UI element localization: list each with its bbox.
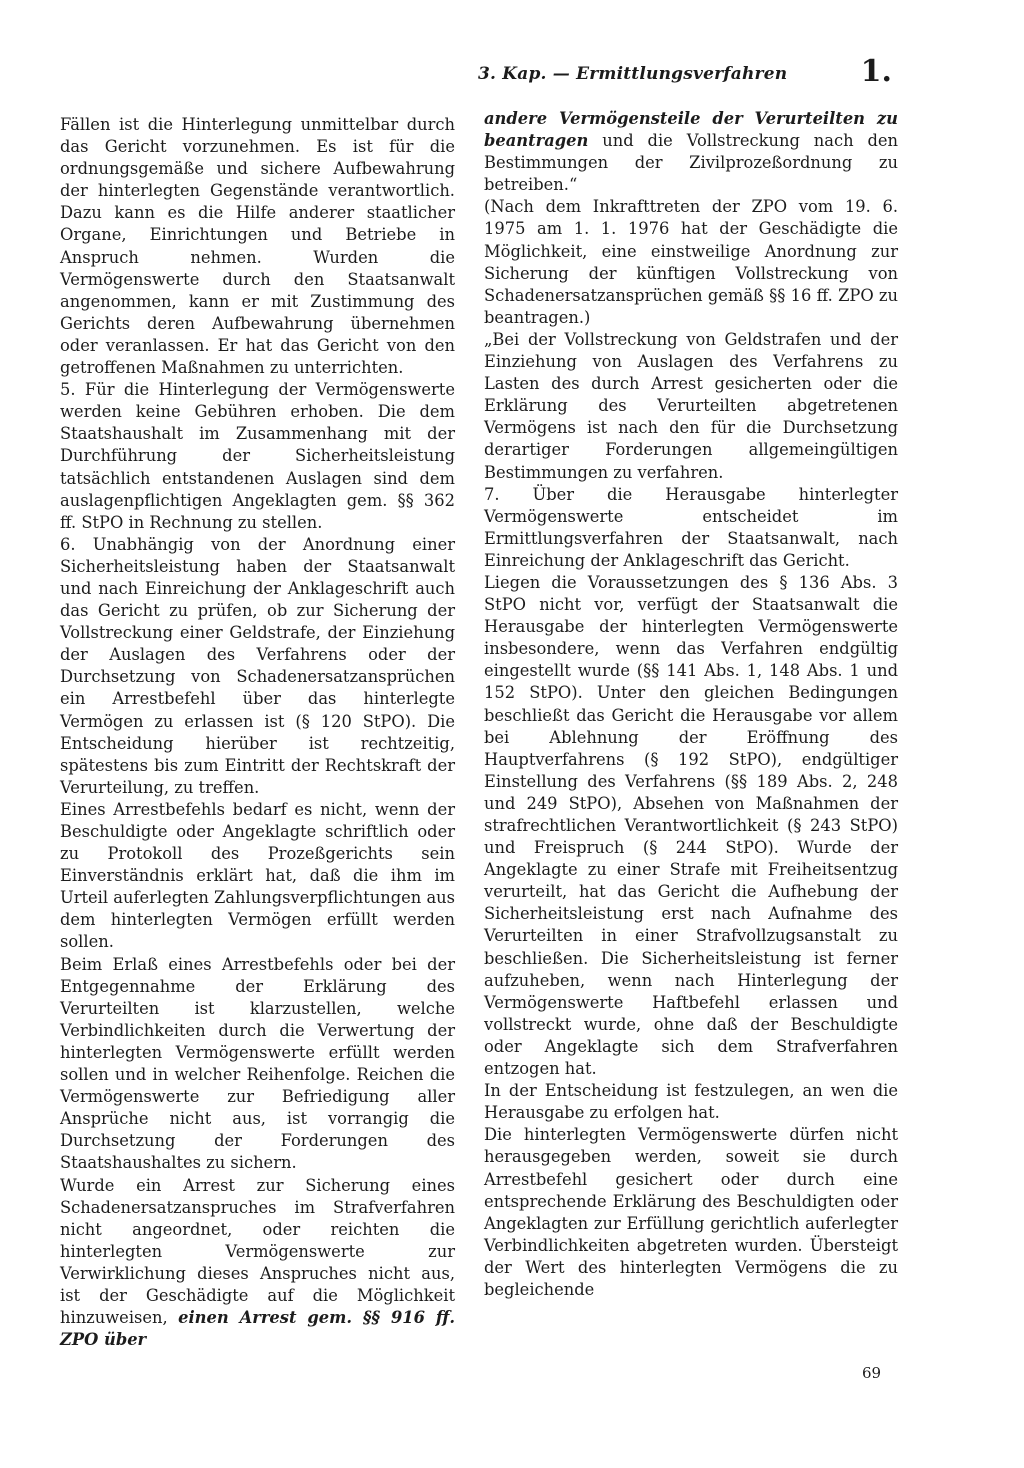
right-column (484, 108, 898, 1301)
paragraph: Fällen ist die Hinterlegung unmittelbar durch das Gericht vorzunehmen. Es ist für die ordnungsgemäße und sichere Aufbewahrung der hinterlegten Gegenstände verantwortlich. Dazu kann es die Hilfe anderer staatlicher Organe, Einrichtungen und Betriebe in Anspruch nehmen. Wurden die Vermögenswerte durch den Staatsanwalt angenommen, kann er mit Zustimmung des Gerichts deren Aufbewahrung übernehmen oder veranlassen. Er hat das Gericht von den getroffenen Maßnahmen zu unterrichten. (60, 115, 455, 378)
chapter-number: 1. (860, 54, 892, 89)
italic-text: andere Vermögensteile der Verurteilten zu beantragen (484, 109, 898, 151)
paragraph (484, 108, 898, 196)
paragraph: 6. Unabhängig von der Anordnung einer Sicherheitsleistung haben der Staatsanwalt und nach Einreichung der Anklageschrift auch das Gericht zu prüfen, ob zur Sicherung der Vollstreckung einer Geldstrafe, der Einziehung der Auslagen des Verfahrens oder der Durchsetzung von Schadenersatzansprüchen ein Arrestbefehl über das hinterlegte Vermögen zu erlassen ist (§ 120 StPO). Die Entscheidung hierüber ist rechtzeitig, spätestens bis zum Eintritt der Rechtskraft der Verurteilung, zu treffen. (60, 534, 455, 797)
paragraph: Liegen die Voraussetzungen des § 136 Abs. 3 StPO nicht vor, verfügt der Staatsanwalt die Herausgabe der hinterlegten Vermögenswerte insbesondere, wenn das Verfahren endgültig eingestellt wurde (§§ 141 Abs. 1, 148 Abs. 1 und 152 StPO). Unter den gleichen Bedingungen beschließt das Gericht die Herausgabe vor allem bei Ablehnung der Eröffnung des Hauptverfahrens (§ 192 StPO), endgültiger Einstellung des Verfahrens (§§ 189 Abs. 2, 248 und 249 StPO), Absehen von Maßnahmen der strafrechtlichen Verantwortlichkeit (§ 243 StPO) und Freispruch (§ 244 StPO). Wurde der Angeklagte zu einer Strafe mit Freiheitsentzug verurteilt, hat das Gericht die Aufhebung der Sicherheitsleistung erst nach Aufnahme des Verurteilten in einer Strafvollzugsanstalt zu beschließen. Die Sicherheitsleistung ist ferner aufzuheben, wenn nach Hinterlegung der Vermögenswerte Haftbefehl erlassen und vollstreckt wurde, ohne daß der Beschuldigte oder Angeklagte sich dem Strafverfahren entzogen hat. (484, 572, 898, 1079)
left-column (60, 114, 455, 1351)
paragraph: (Nach dem Inkrafttreten der ZPO vom 19. 6. 1975 am 1. 1. 1976 hat der Geschädigte die Möglichkeit, eine einstweilige Anordnung zur Sicherung der künftigen Vollstreckung von Schadenersatzansprüchen gemäß §§ 16 ff. ZPO zu beantragen.) (484, 197, 898, 327)
italic-text: einen Arrest gem. §§ 916 ff. ZPO über (60, 1308, 455, 1350)
paragraph: „Bei der Vollstreckung von Geldstrafen und der Einziehung von Auslagen des Verfahrens zu Lasten des durch Arrest gesicherten oder die Erklärung des Verurteilten abgetretenen Vermögens ist nach den für die Durchsetzung derartiger Forderungen allgemeingültigen Bestimmungen zu verfahren. (484, 329, 898, 482)
paragraph: Eines Arrestbefehls bedarf es nicht, wenn der Beschuldigte oder Angeklagte schriftlich oder zu Protokoll des Prozeßgerichts sein Einverständnis erklärt hat, daß die ihm im Urteil auferlegten Zahlungsverpflichtungen aus dem hinterlegten Vermögen erfüllt werden sollen. (60, 799, 455, 952)
paragraph: Beim Erlaß eines Arrestbefehls oder bei der Entgegennahme der Erklärung des Verurteilten ist klarzustellen, welche Verbindlichkeiten durch die Verwertung der hinterlegten Vermögenswerte erfüllt werden sollen und in welcher Reihenfolge. Reichen die Vermögenswerte zur Befriedigung aller Ansprüche nicht aus, ist vorrangig die Durchsetzung der Forderungen des Staatshaushaltes zu sichern. (60, 954, 455, 1173)
paragraph: In der Entscheidung ist festzulegen, an wen die Herausgabe zu erfolgen hat. (484, 1081, 898, 1123)
paragraph: 7. Über die Herausgabe hinterlegter Vermögenswerte entscheidet im Ermittlungsverfahren der Staatsanwalt, nach Einreichung der Anklageschrift das Gericht. (484, 484, 898, 570)
paragraph (60, 1175, 455, 1352)
running-header (478, 56, 898, 96)
paragraph-text: Wurde ein Arrest zur Sicherung eines Schadenersatzanspruches im Strafverfahren nicht angeordnet, oder reichten die hinterlegten Vermögenswerte zur Verwirklichung dieses Anspruches nicht aus, ist der Geschädigte auf die Möglichkeit hinzuweisen, (60, 1175, 455, 1328)
paragraph: 5. Für die Hinterlegung der Vermögenswerte werden keine Gebühren erhoben. Die dem Staatshaushalt im Zusammenhang mit der Durchführung der Sicherheitsleistung tatsächlich entstandenen Auslagen sind dem auslagenpflichtigen Angeklagten gem. §§ 362 ff. StPO in Rechnung zu stellen. (60, 380, 455, 532)
paragraph: Die hinterlegten Vermögenswerte dürfen nicht herausgegeben werden, soweit sie durch Arrestbefehl gesichert oder durch eine entsprechende Erklärung des Beschuldigten oder Angeklagten zur Erfüllung gerichtlich auferlegter Verbindlichkeiten abgetreten wurden. Übersteigt der Wert des hinterlegten Vermögens die zu begleichende (484, 1125, 898, 1299)
paragraph-text: und die Vollstreckung nach den Bestimmungen der Zivilprozeßordnung zu betreiben.“ (484, 131, 898, 195)
page-number: 69 (862, 1364, 882, 1382)
chapter-title: 3. Kap. — Ermittlungsverfahren (478, 64, 788, 84)
